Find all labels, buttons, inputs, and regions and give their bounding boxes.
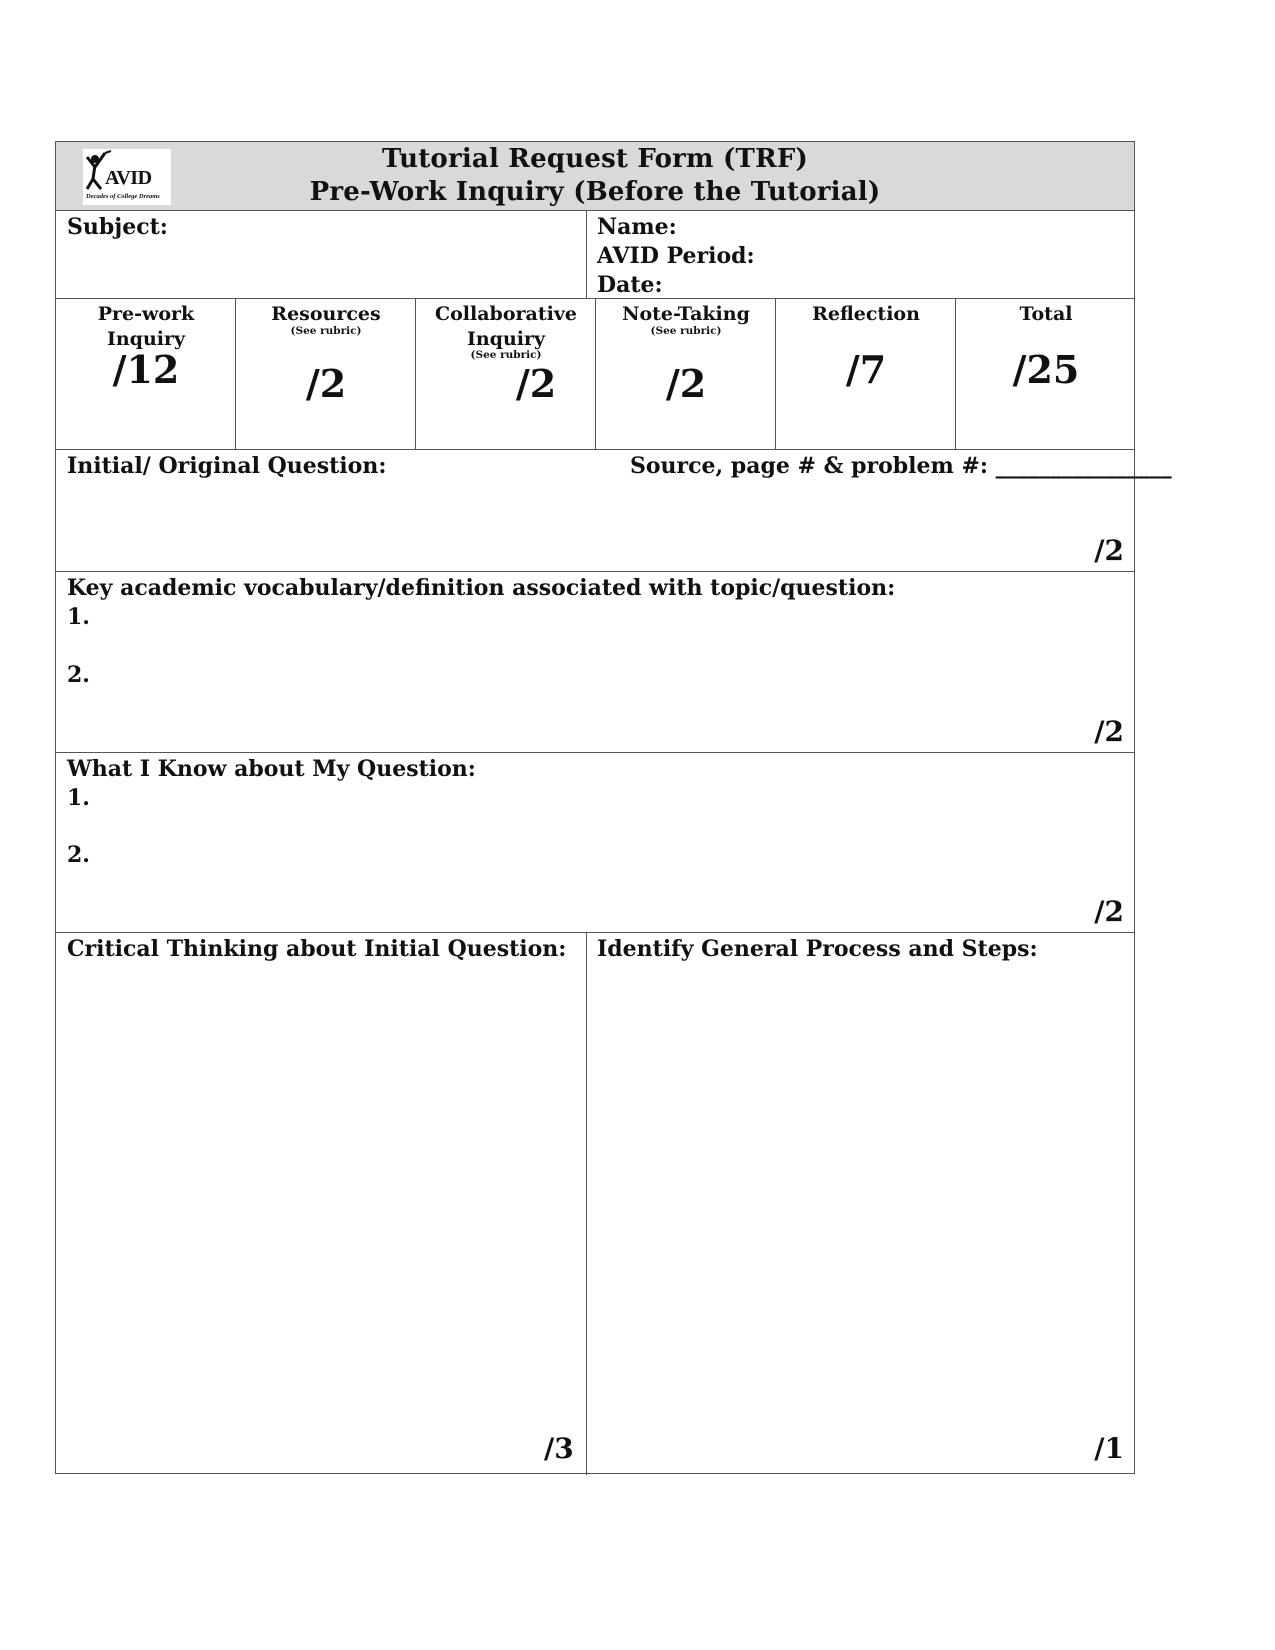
- general-process-label: Identify General Process and Steps:: [597, 936, 1038, 962]
- logo-text: AVID: [105, 167, 152, 189]
- vocabulary-label: Key academic vocabulary/definition associated with topic/question:: [67, 575, 896, 601]
- logo-tagline: Decades of College Dreams: [86, 193, 160, 200]
- critical-thinking-label: Critical Thinking about Initial Question:: [67, 936, 567, 962]
- note-taking-score: /2: [665, 361, 707, 406]
- date-label: Date:: [597, 272, 663, 298]
- reflection-header: Reflection: [812, 303, 920, 325]
- prework-inquiry-score: /12: [112, 347, 180, 392]
- collaborative-inquiry-score: /2: [515, 361, 557, 406]
- resources-rubric-note: (See rubric): [290, 325, 362, 337]
- form-subtitle: Pre-Work Inquiry (Before the Tutorial): [309, 177, 881, 207]
- vocabulary-item-2: 2.: [67, 662, 90, 688]
- critical-thinking-points: /3: [544, 1432, 574, 1465]
- collaborative-rubric-note: (See rubric): [470, 349, 542, 361]
- what-i-know-points: /2: [1094, 895, 1124, 928]
- prework-inquiry-header: Pre-work Inquiry: [97, 303, 195, 350]
- subject-label: Subject:: [67, 214, 168, 240]
- initial-question-label: Initial/ Original Question:: [67, 453, 387, 479]
- avid-period-label: AVID Period:: [597, 243, 755, 269]
- note-taking-rubric-note: (See rubric): [650, 325, 722, 337]
- reflection-score: /7: [845, 347, 887, 392]
- resources-score: /2: [305, 361, 347, 406]
- what-i-know-item-2: 2.: [67, 842, 90, 868]
- what-i-know-label: What I Know about My Question:: [67, 756, 476, 782]
- tutorial-request-form: [55, 141, 1172, 1474]
- name-label: Name:: [597, 214, 677, 240]
- total-header: Total: [1019, 303, 1073, 325]
- vocabulary-item-1: 1.: [67, 604, 90, 630]
- source-label: Source, page # & problem #: ________________: [630, 453, 1172, 479]
- note-taking-header: Note-Taking: [622, 303, 750, 325]
- vocabulary-points: /2: [1094, 715, 1124, 748]
- general-process-points: /1: [1094, 1432, 1124, 1465]
- resources-header: Resources: [271, 303, 381, 325]
- collaborative-inquiry-header: Collaborative Inquiry: [435, 303, 577, 350]
- total-score: /25: [1012, 347, 1080, 392]
- form-title: Tutorial Request Form (TRF): [381, 144, 809, 174]
- initial-question-points: /2: [1094, 534, 1124, 567]
- what-i-know-item-1: 1.: [67, 785, 90, 811]
